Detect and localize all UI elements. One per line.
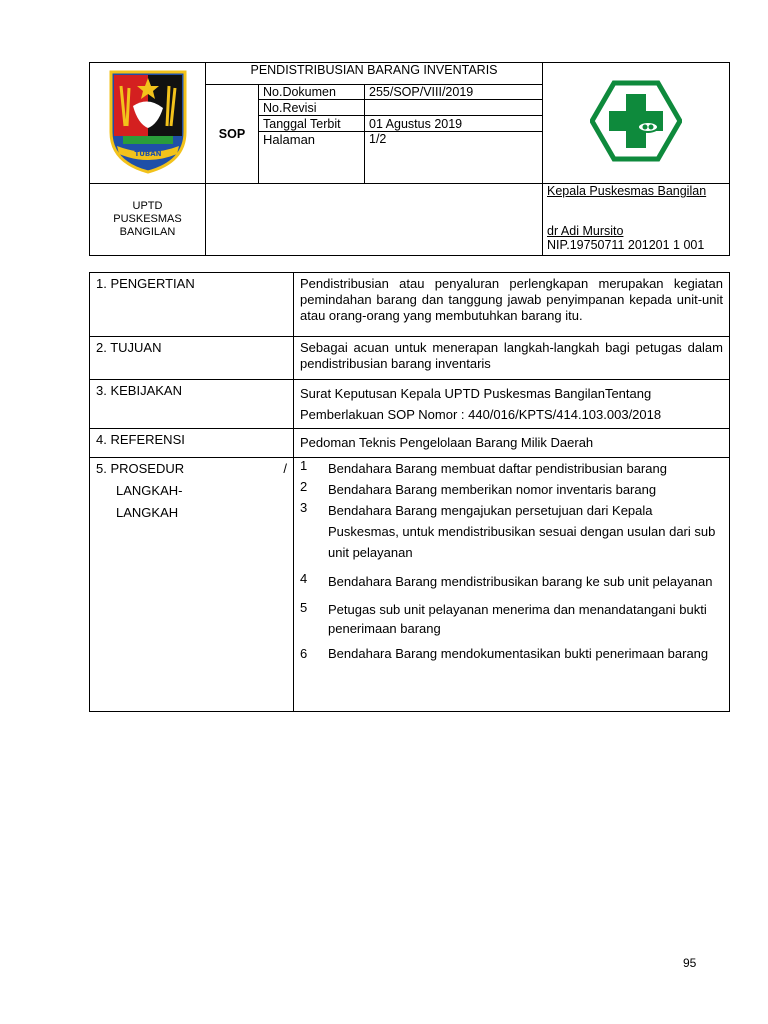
pengertian-text: Pendistribusian atau penyaluran perlengkapan merupakan kegiatan pemindahan barang dan tanggung jawab penyimpanan kepada unit-unit atau orang-orang yang membutuhkan barang itu.: [294, 273, 730, 337]
issue-date-value: 01 Agustus 2019: [365, 116, 543, 132]
step-item: [300, 646, 723, 662]
field-label: Tanggal Terbit: [259, 116, 365, 132]
step-text: Petugas sub unit pelayanan menerima dan menandatangani bukti penerimaan barang: [328, 602, 707, 636]
unit-line: UPTD: [132, 200, 163, 212]
step-text: Bendahara Barang mendokumentasikan bukti penerimaan barang: [328, 646, 709, 661]
section-label: 1. PENGERTIAN: [90, 273, 294, 337]
signer-title: Kepala Puskesmas Bangilan: [547, 184, 707, 198]
step-item: [300, 500, 723, 563]
step-text: Bendahara Barang membuat daftar pendistribusian barang: [328, 461, 667, 476]
section-label: 2. TUJUAN: [90, 337, 294, 380]
step-number: 3: [300, 500, 308, 515]
page-value: 1/2: [365, 132, 543, 184]
signer-nip: NIP.19750711 201201 1 001: [547, 238, 705, 252]
section-label: 4. REFERENSI: [90, 429, 294, 458]
referensi-text: Pedoman Teknis Pengelolaan Barang Milik Daerah: [294, 429, 730, 458]
kebijakan-line: Pemberlakuan SOP Nomor : 440/016/KPTS/414.103.003/2018: [300, 407, 662, 422]
prosedur-slash: /: [283, 461, 287, 476]
emblem-cell: [90, 63, 206, 184]
step-item: [300, 479, 723, 500]
sop-header-table: [89, 62, 730, 256]
unit-name: [90, 184, 206, 256]
revision-value: [365, 100, 543, 116]
blank-cell: [206, 184, 543, 256]
step-number: 5: [300, 600, 308, 615]
step-text: Bendahara Barang memberikan nomor inventaris barang: [328, 482, 657, 497]
sop-label: SOP: [206, 85, 259, 184]
step-text: Bendahara Barang mengajukan persetujuan dari Kepala Puskesmas, untuk mendistribusikan sesuai dengan usulan dari sub unit pelayanan: [328, 503, 716, 560]
sop-content-table: [89, 272, 730, 712]
signer-name: dr Adi Mursito: [547, 224, 624, 238]
step-number: 4: [300, 571, 308, 586]
unit-line: PUSKESMAS: [113, 213, 182, 225]
field-label: No.Dokumen: [259, 85, 365, 100]
prosedur-label: 5. PROSEDUR: [96, 461, 185, 476]
step-text: Bendahara Barang mendistribusikan barang ke sub unit pelayanan: [328, 574, 713, 589]
emblem-ribbon-text: TUBAN: [133, 149, 162, 158]
prosedur-label-2: LANGKAH-: [116, 483, 183, 498]
kebijakan-line: Surat Keputusan Kepala UPTD Puskesmas BangilanTentang: [300, 386, 652, 401]
field-label: No.Revisi: [259, 100, 365, 116]
kebijakan-text: [294, 380, 730, 429]
signature-cell: [543, 184, 730, 256]
section-label: [90, 458, 294, 712]
prosedur-label-3: LANGKAH: [116, 505, 179, 520]
section-label: 3. KEBIJAKAN: [90, 380, 294, 429]
step-item: [300, 600, 723, 638]
unit-line: BANGILAN: [119, 226, 176, 238]
page-number: 95: [683, 956, 697, 970]
document-number-value: 255/SOP/VIII/2019: [365, 85, 543, 100]
step-item: [300, 571, 723, 592]
puskesmas-logo-icon: [590, 80, 682, 162]
puskesmas-logo-cell: [543, 63, 730, 184]
step-item: [300, 458, 723, 479]
step-number: 6: [300, 646, 308, 661]
tujuan-text: Sebagai acuan untuk menerapan langkah-langkah bagi petugas dalam pendistribusian barang inventaris: [294, 337, 730, 380]
step-number: 2: [300, 479, 308, 494]
step-number: 1: [300, 458, 308, 473]
tuban-emblem-icon: [103, 66, 193, 176]
prosedur-steps: [294, 458, 730, 712]
document-title: PENDISTRIBUSIAN BARANG INVENTARIS: [206, 63, 543, 85]
field-label: Halaman: [259, 132, 365, 184]
